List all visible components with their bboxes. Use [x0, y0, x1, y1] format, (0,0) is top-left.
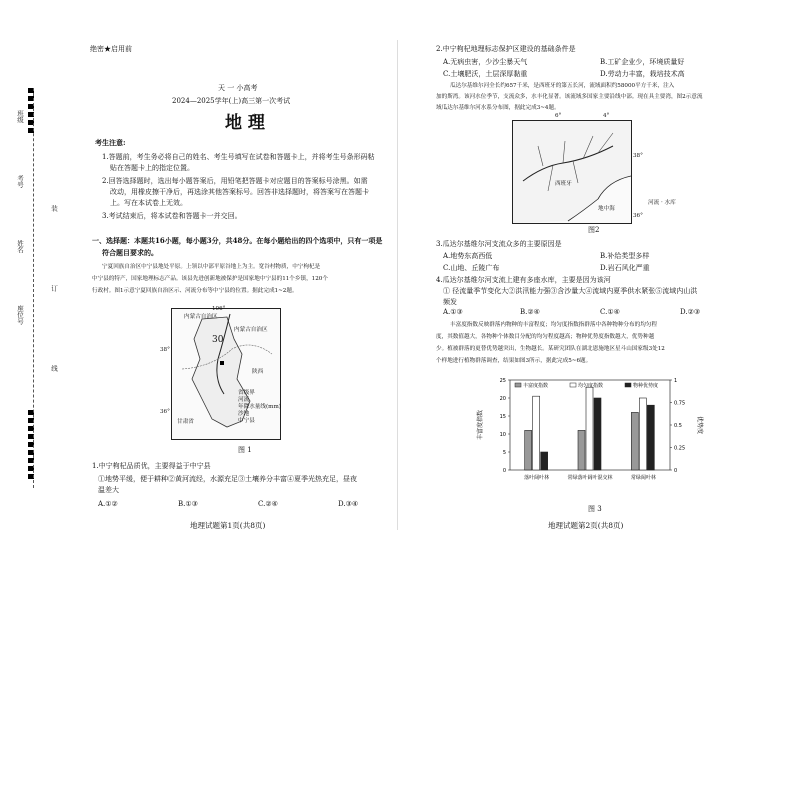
y-tick-label-right: 0 [674, 468, 678, 474]
y-tick-label-left: 15 [499, 414, 506, 420]
map1-label: 内蒙古自治区 [184, 314, 218, 320]
binding-label-id: 考号 [16, 175, 24, 188]
passage-line: 中宁县的特产，国家地理标志产品。该县先进创新地被保护是国家地中宁县的11个乡镇，120个 [92, 276, 328, 282]
bar-物种优势度 [647, 405, 654, 470]
legend-label: 物种优势度 [633, 383, 659, 389]
legend-item: 沙地 [238, 411, 250, 417]
bar-均匀度指数 [639, 398, 646, 470]
x-tick-label: 常绿落叶阔叶混交林 [567, 475, 613, 481]
q4-choice-b[interactable]: B.②④ [520, 308, 540, 316]
note-line: 1.答题前，考生务必将自己的姓名、考生号填写在试卷和答题卡上，并将考生号条形码粘 [102, 153, 375, 161]
y-tick-label-right: 0.75 [674, 400, 686, 407]
legend-item: 省级界 [238, 390, 255, 396]
y-tick-label-left: 5 [502, 450, 506, 456]
q1-choice-c[interactable]: C.②④ [258, 500, 278, 508]
legend-item: 年降水量线(mm) [238, 404, 281, 410]
footer-right: 地理试题第2页(共8页) [548, 521, 624, 530]
q4-stem: 4.瓜达尔基维尔河支流上建有多座水库，主要是因为该河 [436, 276, 611, 284]
q4-choice-c[interactable]: C.①④ [600, 308, 620, 316]
section-heading-2: 符合题目要求的。 [102, 248, 158, 257]
column-divider [397, 40, 398, 530]
x-tick-label: 落叶阔叶林 [524, 475, 550, 481]
exam-name: 2024—2025学年(上)高三第一次考试 [172, 97, 291, 105]
map1-label: 38° [160, 347, 170, 353]
q2-stem: 2.中宁枸杞地理标志保护区建设的基础条件是 [436, 45, 576, 53]
bar-均匀度指数 [533, 396, 540, 470]
q4-options: ① 径流量季节变化大②洪汛能力强③含沙量大④流域内夏季供水紧张⑤流域内山洪 [443, 287, 698, 295]
figure-2-map [512, 113, 643, 224]
map2-label: 38° [633, 153, 643, 159]
map1-label: 30 [212, 335, 224, 345]
passage-line: 行政村。图1示意宁夏回族自治区示、河流分布等中宁县的位置。据此完成1~2题。 [92, 288, 298, 294]
bar-物种优势度 [594, 398, 601, 470]
secret-mark: 绝密★启用前 [90, 45, 132, 53]
passage-line: 宁夏回族自治区中宁县地处平原。上领以中部平原谷地上为主。宽谷村物质，中宁枸杞是 [102, 264, 321, 270]
legend-swatch [515, 383, 521, 387]
q2-choice-b[interactable]: B.工矿企业少，环境质量好 [600, 58, 685, 66]
footer-left: 地理试题第1页(共8页) [190, 521, 266, 530]
passage2-line: 域瓜达尔基维尔河水系分布图，据此完成3~4题。 [436, 105, 560, 111]
bar-物种优势度 [541, 452, 548, 470]
y-tick-label-right: 0.25 [674, 445, 686, 452]
figure-2-caption: 图2 [588, 226, 600, 234]
q1-choice-b[interactable]: B.①③ [178, 500, 198, 508]
q4-choice-a[interactable]: A.①③ [443, 308, 463, 316]
q1-choice-d[interactable]: D.③④ [338, 500, 359, 508]
y-tick-label-right: 1 [674, 378, 678, 384]
map2-label: 36° [633, 213, 643, 219]
note-line: 上。写在本试卷上无效。 [110, 199, 187, 207]
bar-丰富度指数 [578, 430, 585, 470]
y-tick-label-left: 10 [499, 432, 506, 438]
passage2-line: 加的斯湾。该河水位季节，支流众多，水丰化显著。该流域多国家主要沿线中部。现在具主要湾，图2示意流 [436, 94, 703, 100]
binding-label-seat: 座位号 [16, 305, 24, 325]
map2-label: 地中海 [598, 206, 615, 212]
note-line: 3.考试结束后，将本试卷和答题卡一并交回。 [102, 212, 242, 220]
map1-label: 36° [160, 409, 170, 415]
map2-label: 6° [555, 113, 562, 119]
y-tick-label-left: 25 [499, 378, 506, 384]
q2-choice-d[interactable]: D.劳动力丰富，栽培技术高 [600, 70, 685, 78]
x-tick-label: 常绿阔叶林 [630, 475, 656, 481]
map2-legend: 河流 · 水库 [648, 200, 676, 206]
q1-options-2: 温差大 [98, 486, 119, 494]
map2-label: 4° [603, 113, 610, 119]
y-axis-label-left: 丰富度指数 [477, 409, 484, 441]
notes-title: 考生注意: [95, 138, 126, 147]
y-tick-label-right: 0.5 [674, 423, 682, 429]
legend-swatch [625, 383, 631, 387]
q3-stem: 3.瓜达尔基维尔河支流众多的主要原因是 [436, 240, 562, 248]
section-heading: 一、选择题：本题共16小题，每小题3分，共48分。在每小题给出的四个选项中，只有一项是 [92, 236, 383, 245]
map1-label: 106° [212, 306, 226, 312]
q4-options-2: 频发 [443, 298, 457, 306]
passage3-line: 度，其数值越大，各物种个体数目分配的均匀程度越高；物种优势度指数越大，优势种越 [436, 334, 655, 340]
q3-choice-b[interactable]: B.补给类型多样 [600, 252, 650, 260]
note-line: 改动，用橡皮擦干净后，再选涂其他答案标号。回答非选择题时，将答案写在答题卡 [110, 188, 369, 196]
y-tick-label-left: 20 [499, 396, 506, 402]
passage3-line: 少。植被群落的更替优势越突出，生物越长。某研究团队在湖北恩施地区星斗山国家级3处12 [436, 346, 665, 352]
figure-3-chart [470, 370, 710, 505]
bar-丰富度指数 [631, 412, 638, 470]
q3-choice-c[interactable]: C.山地、丘陵广布 [443, 264, 500, 272]
binding-label-xian: 线 [50, 365, 58, 372]
legend-swatch [570, 383, 576, 387]
q4-choice-d[interactable]: D.②③ [680, 308, 701, 316]
legend-label: 均匀度指数 [578, 383, 604, 389]
passage2-line: 瓜达尔基维尔河全长约657千米，是西班牙的第五长河，流域面积约58000平方千米，注入 [450, 83, 675, 89]
q3-choice-a[interactable]: A.地势东高西低 [443, 252, 493, 260]
y-tick-label-left: 0 [502, 468, 506, 474]
binding-line [33, 88, 34, 488]
q1-stem: 1.中宁枸杞品质优，主要得益于中宁县 [92, 462, 211, 470]
figure-1-legend [238, 390, 308, 425]
bar-丰富度指数 [525, 430, 532, 470]
passage3-line: 个样地进行植物群落调查，结果如图3所示，据此完成5~6题。 [436, 358, 592, 364]
binding-label-ding: 订 [50, 285, 58, 292]
note-line: 2.回答选择题时，选出每小题答案后，用铅笔把答题卡对应题目的答案标号涂黑。如需 [102, 177, 368, 185]
zhongning-marker [220, 361, 224, 365]
map1-label: 内蒙古自治区 [234, 327, 268, 333]
figure-1-caption: 图 1 [238, 446, 252, 454]
q3-choice-d[interactable]: D.岩石风化严重 [600, 264, 650, 272]
q1-choice-a[interactable]: A.①② [98, 500, 118, 508]
binding-label-zhuang: 装 [50, 205, 58, 212]
note-line: 贴在答题卡上的指定位置。 [110, 164, 194, 172]
y-axis-label-right: 优势度 [696, 415, 703, 435]
passage3-line: 丰富度指数反映群落内物种的丰富程度；均匀度指数指群落中各种物种分布的均匀程 [450, 322, 657, 328]
legend-item: 中宁县 [238, 418, 255, 424]
exam-org: 天 一 小高考 [218, 84, 258, 92]
figure-3-caption: 图 3 [588, 505, 602, 513]
q2-choice-c[interactable]: C.土壤肥沃，土层深厚黏重 [443, 70, 528, 78]
subject-title: 地 理 [225, 113, 265, 133]
binding-label-class: 班级 [16, 110, 24, 123]
q2-choice-a[interactable]: A.无病虫害，少沙尘暴天气 [443, 58, 528, 66]
binding-label-name: 姓名 [16, 240, 24, 253]
map2-label: 西班牙 [555, 181, 572, 187]
legend-item: 河流 [238, 397, 250, 403]
bar-均匀度指数 [586, 387, 593, 470]
q1-options: ①地势平缓，便于耕种②黄河流经，水源充足③土壤养分丰富④夏季光热充足，昼夜 [98, 475, 357, 483]
legend-label: 丰富度指数 [523, 383, 549, 389]
map1-label: 陕西 [252, 369, 264, 375]
map1-label: 甘肃省 [177, 419, 194, 425]
chart-3-svg [470, 370, 710, 505]
